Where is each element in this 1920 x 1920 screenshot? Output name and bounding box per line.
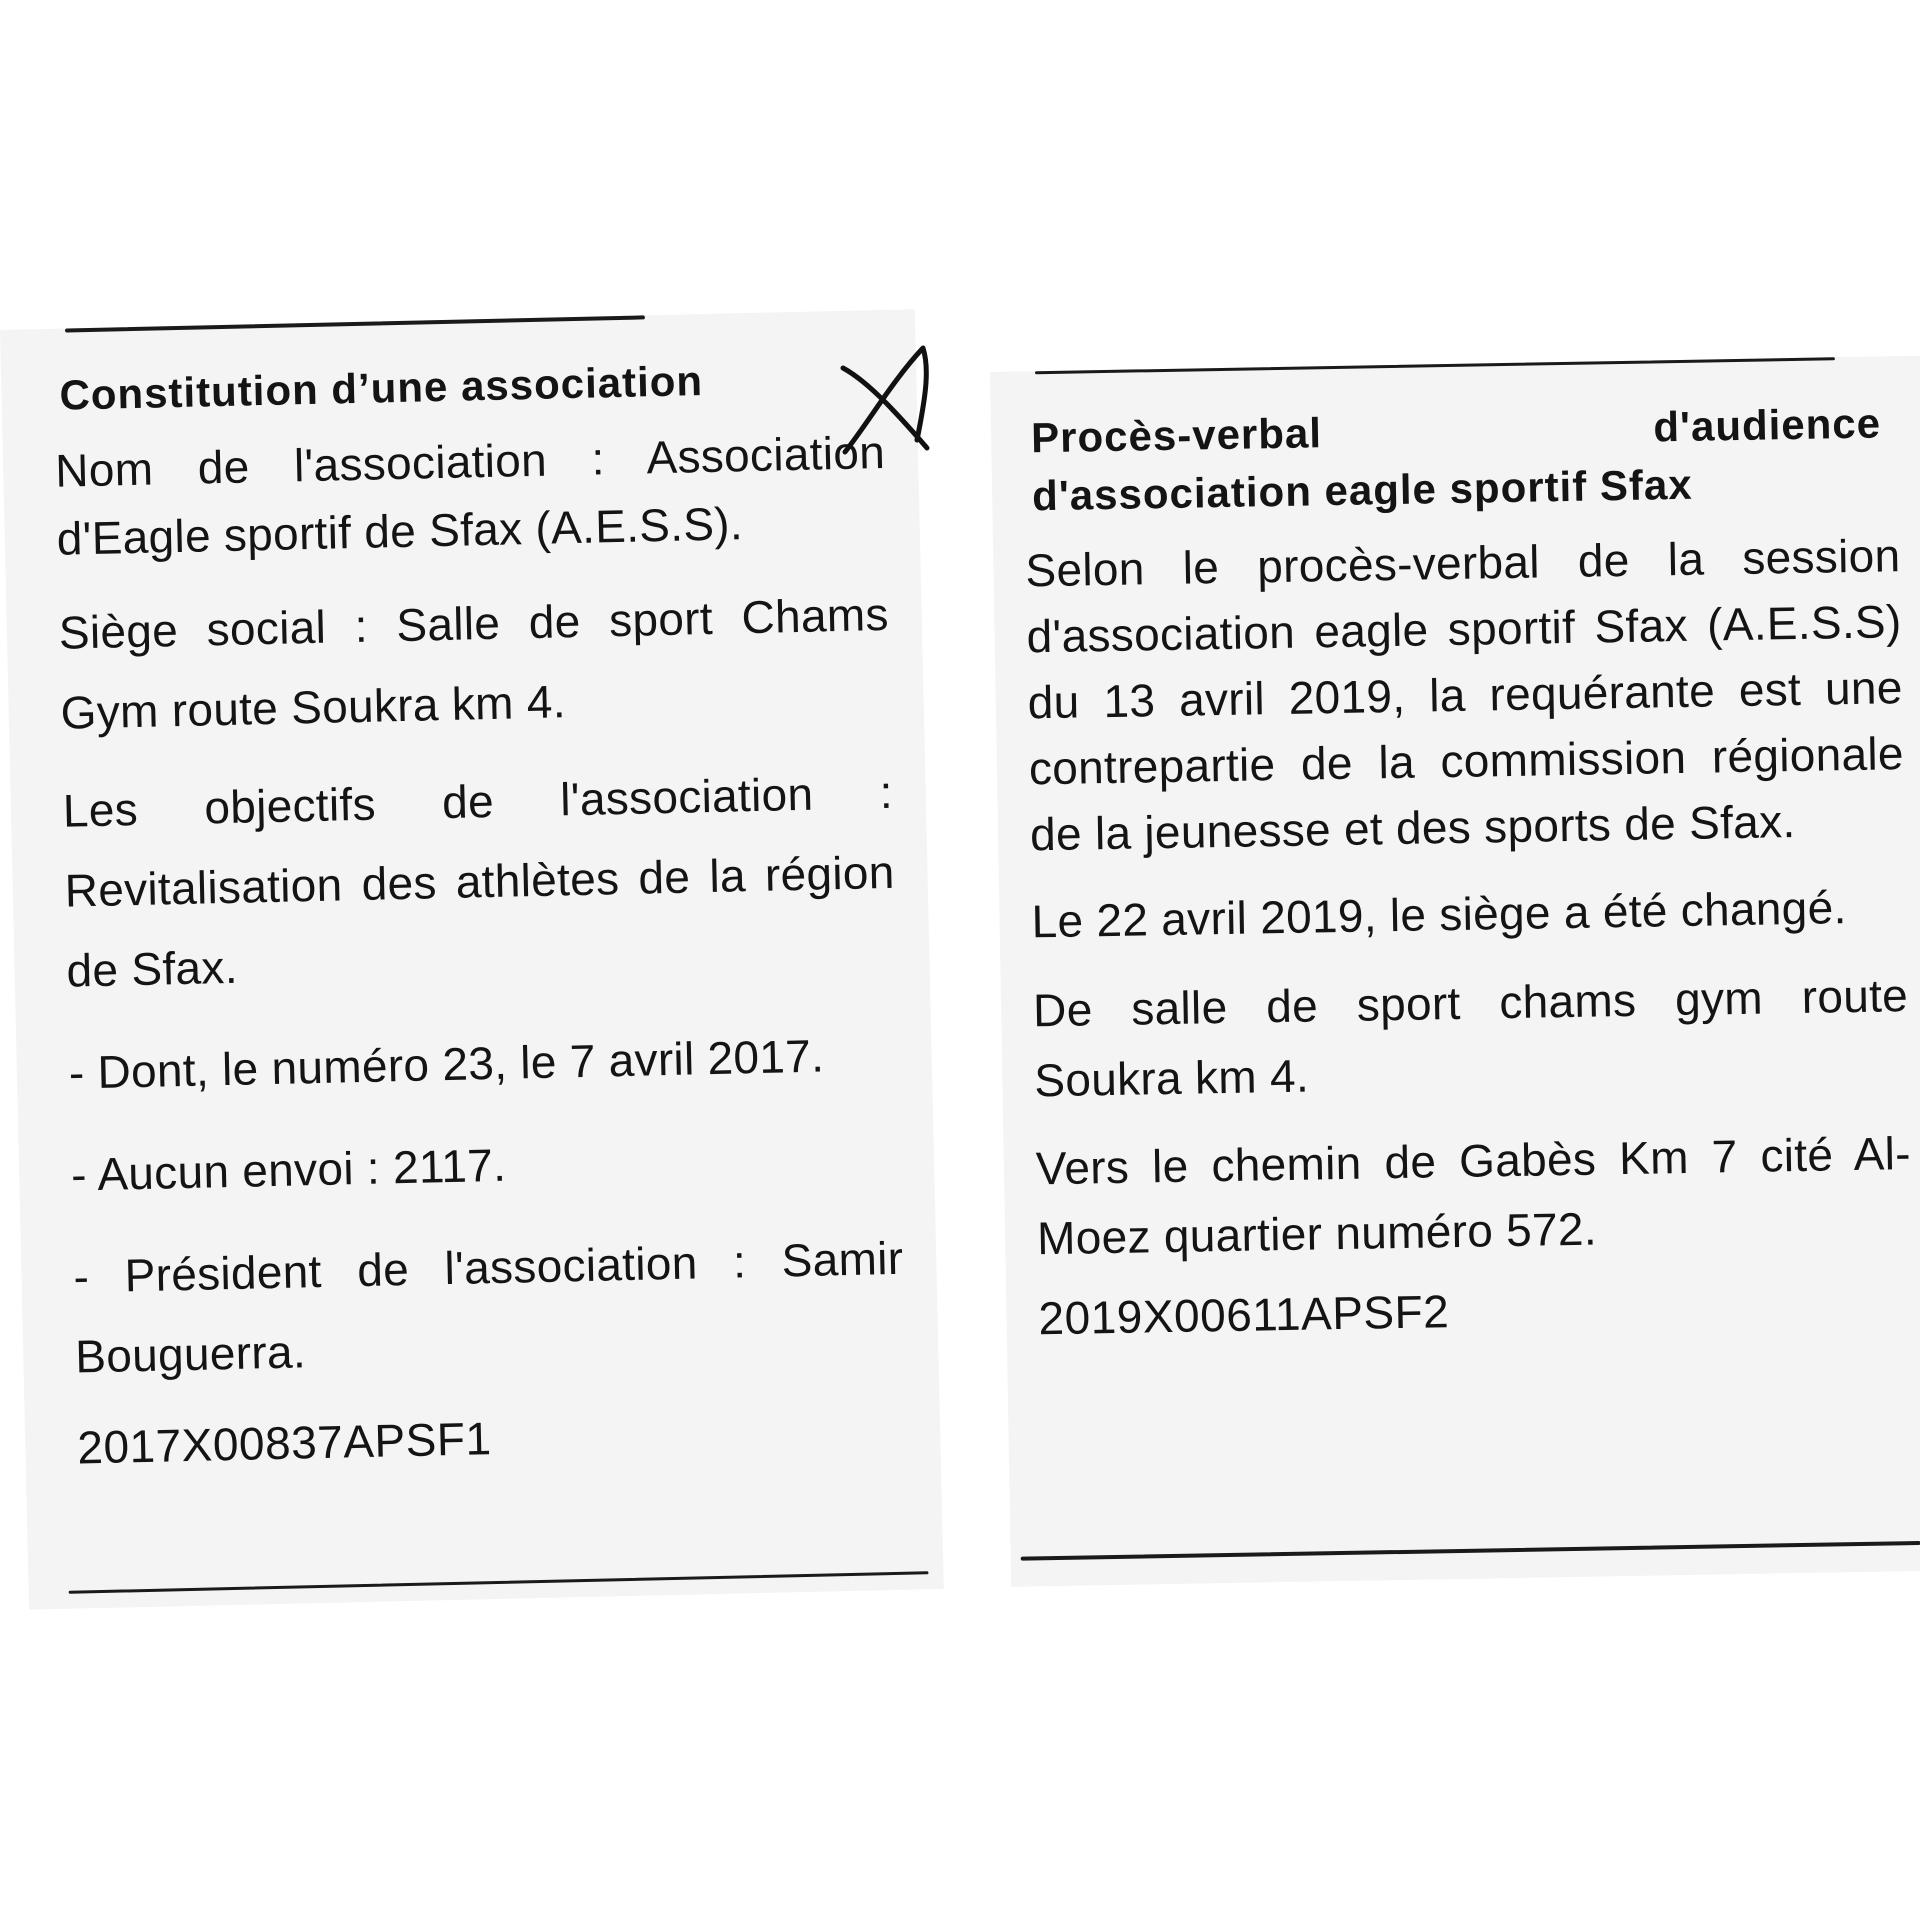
right-paragraph-from: De salle de sport chams gym route Soukra km 4. bbox=[1032, 969, 1909, 1107]
left-paragraph-dispatch: - Aucun envoi : 2117. bbox=[70, 1138, 507, 1201]
right-reference-code: 2019X00611APSF2 bbox=[1038, 1285, 1450, 1345]
left-paragraph-president: - Président de l'association : Samir Bouguerra. bbox=[72, 1231, 904, 1383]
right-notice-heading-line2: d'association eagle sportif Sfax bbox=[1031, 460, 1693, 520]
right-notice-clipping bbox=[990, 356, 1920, 1587]
left-paragraph-seat: Siège social : Salle de sport Chams Gym route Soukra km 4. bbox=[58, 587, 890, 739]
left-paragraph-name: Nom de l'association : Association d'Eagle sportif de Sfax (A.E.S.S). bbox=[54, 425, 886, 565]
right-paragraph-to: Vers le chemin de Gabès Km 7 cité Al- Moez quartier numéro 572. bbox=[1035, 1127, 1912, 1265]
left-paragraph-number: - Dont, le numéro 23, le 7 avril 2017. bbox=[68, 1029, 825, 1099]
right-top-rule bbox=[1035, 357, 1835, 374]
left-top-rule bbox=[65, 315, 645, 332]
left-reference-code: 2017X00837APSF1 bbox=[76, 1412, 493, 1474]
right-paragraph-session: Selon le procès-verbal de la session d'association eagle sportif Sfax (A.E.S.S) du 13 avril 2019, la requérante est une contrepartie de la commission régionale de la jeunesse et des sports de Sfax. bbox=[1025, 529, 1905, 861]
pen-checkmark-icon bbox=[835, 340, 935, 460]
left-notice-clipping bbox=[0, 309, 944, 1609]
right-bottom-rule bbox=[1021, 1541, 1920, 1561]
left-bottom-rule bbox=[69, 1571, 929, 1594]
right-heading-left-word: Procès-verbal bbox=[1030, 409, 1323, 462]
left-paragraph-objectives: Les objectifs de l'association : Revitalisation des athlètes de la région de Sfax. bbox=[62, 765, 896, 997]
right-paragraph-change: Le 22 avril 2019, le siège a été changé. bbox=[1031, 881, 1847, 948]
right-heading-right-word: d'audience bbox=[1652, 399, 1882, 451]
left-notice-heading: Constitution d’une association bbox=[58, 357, 704, 419]
